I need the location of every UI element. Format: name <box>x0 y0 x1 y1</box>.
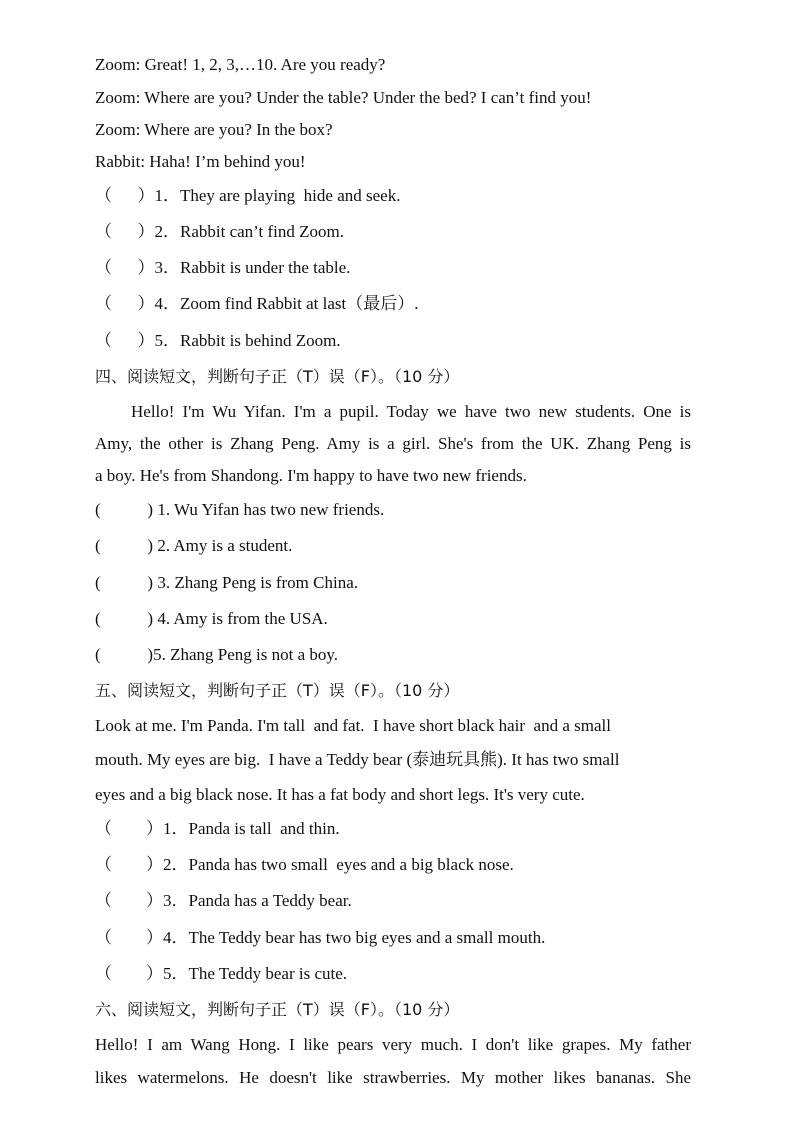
dialogue-line-1: Zoom: Great! 1, 2, 3,…10. Are you ready? <box>95 55 386 74</box>
section4-heading: 四、阅读短文，判断句子正（T）误（F）。（10 分） <box>95 367 460 386</box>
section4-question-1: ( ) 1. Wu Yifan has two new friends. <box>95 500 385 519</box>
section4-passage-line-3: a boy. He's from Shandong. I'm happy to have two new friends. <box>95 466 527 485</box>
section4-question-2: ( ) 2. Amy is a student. <box>95 536 293 555</box>
section6-passage-line-2: likes watermelons. He doesn't like strawberries. My mother likes bananas. She <box>95 1068 691 1087</box>
section4-passage-line-2: Amy, the other is Zhang Peng. Amy is a girl. She's from the UK. Zhang Peng is <box>95 434 691 453</box>
section3-question-3: （ ）3．Rabbit is under the table. <box>95 258 351 277</box>
section5-passage-line-2: mouth. My eyes are big. I have a Teddy bear (泰迪玩具熊). It has two small <box>95 750 620 769</box>
section5-question-3: （ ）3．Panda has a Teddy bear. <box>95 891 352 910</box>
section5-question-2: （ ）2．Panda has two small eyes and a big black nose. <box>95 855 514 874</box>
section5-question-1: （ ）1．Panda is tall and thin. <box>95 819 340 838</box>
dialogue-line-4: Rabbit: Haha! I’m behind you! <box>95 152 306 171</box>
section3-question-4: （ ）4．Zoom find Rabbit at last（最后）. <box>95 294 419 313</box>
section4-passage-line-1: Hello! I'm Wu Yifan. I'm a pupil. Today we have two new students. One is <box>131 402 691 421</box>
section5-heading: 五、阅读短文，判断句子正（T）误（F）。（10 分） <box>95 681 460 700</box>
section6-heading: 六、阅读短文，判断句子正（T）误（F）。（10 分） <box>95 1000 460 1019</box>
section5-question-4: （ ）4．The Teddy bear has two big eyes and a small mouth. <box>95 928 546 947</box>
section6-passage-line-1: Hello! I am Wang Hong. I like pears very much. I don't like grapes. My father <box>95 1035 691 1054</box>
section4-question-3: ( ) 3. Zhang Peng is from China. <box>95 573 358 592</box>
dialogue-line-3: Zoom: Where are you? In the box? <box>95 120 333 139</box>
dialogue-line-2: Zoom: Where are you? Under the table? Under the bed? I can’t find you! <box>95 88 592 107</box>
section4-question-4: ( ) 4. Amy is from the USA. <box>95 609 328 628</box>
section5-question-5: （ ）5．The Teddy bear is cute. <box>95 964 348 983</box>
section5-passage-line-3: eyes and a big black nose. It has a fat body and short legs. It's very cute. <box>95 785 585 804</box>
section4-question-5: ( )5. Zhang Peng is not a boy. <box>95 645 339 664</box>
section3-question-1: （ ）1．They are playing hide and seek. <box>95 186 401 205</box>
section5-passage-line-1: Look at me. I'm Panda. I'm tall and fat. I have short black hair and a small <box>95 716 611 735</box>
section3-question-2: （ ）2．Rabbit can’t find Zoom. <box>95 222 344 241</box>
section3-question-5: （ ）5．Rabbit is behind Zoom. <box>95 331 341 350</box>
